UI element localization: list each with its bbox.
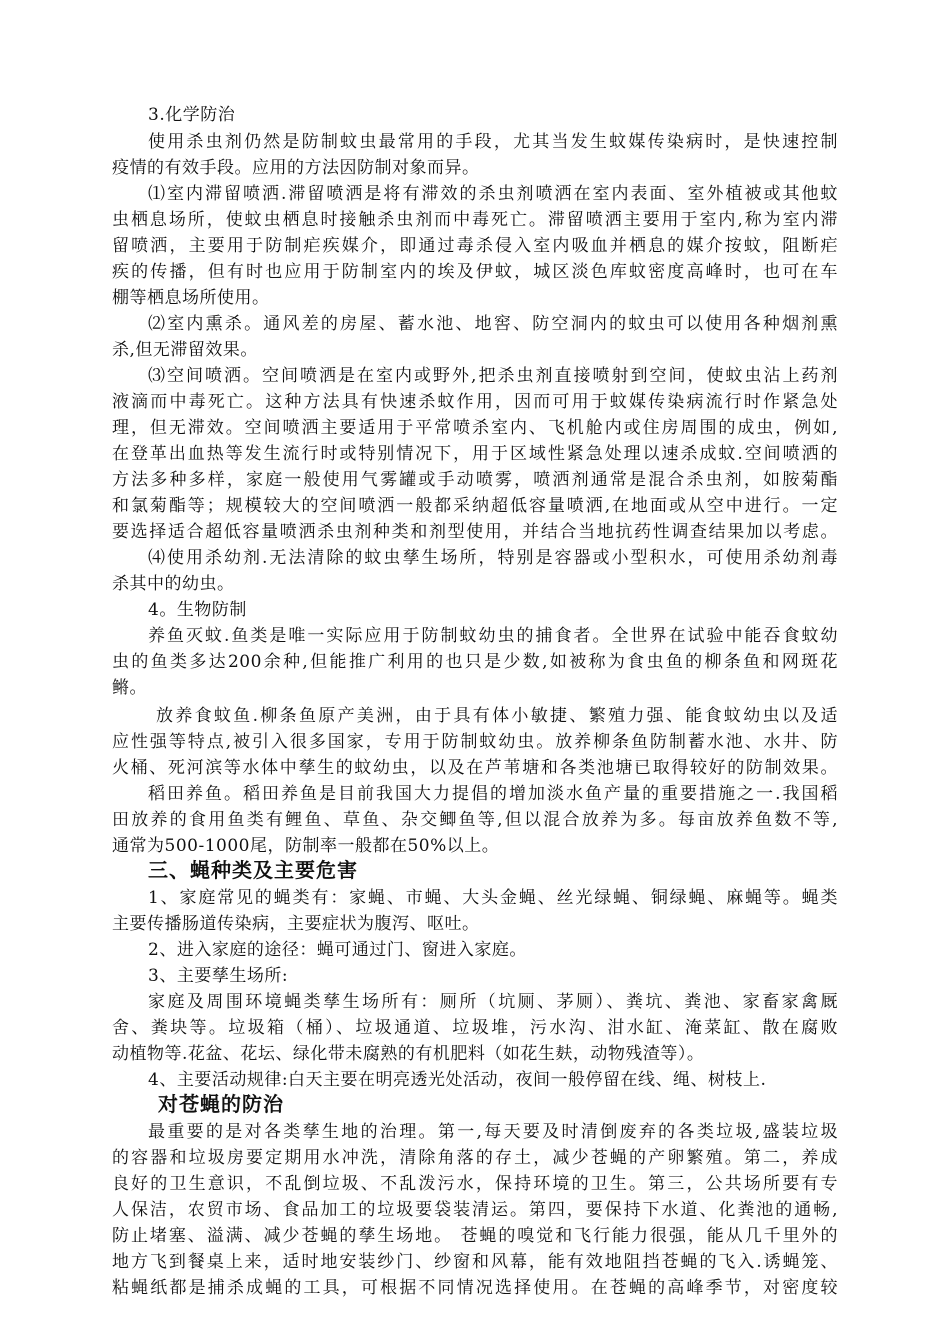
paragraph-line: 在登革出血热等发生流行时或特别情况下，用于区域性紧急处理以速杀成蚊.空间喷洒的 [112, 444, 838, 464]
paragraph-line: 理，但无滞效。空间喷洒主要适用于平常喷杀室内、飞机舱内或住房周围的成虫，例如, [112, 418, 838, 438]
paragraph-line: 良好的卫生意识，不乱倒垃圾、不乱泼污水，保持环境的卫生。第三，公共场所要有专 [112, 1174, 838, 1194]
paragraph-line: 放养食蚊鱼.柳条鱼原产美洲，由于具有体小敏捷、繁殖力强、能食蚊幼虫以及适 [156, 706, 838, 726]
paragraph-line: 疫情的有效手段。应用的方法因防制对象而异。 [112, 158, 480, 178]
paragraph-line: 主要传播肠道传染病，主要症状为腹泻、呕吐。 [112, 914, 480, 934]
section-heading-biological-control: 4。生物防制 [148, 600, 247, 620]
paragraph-line: 2、进入家庭的途径：蝇可通过门、窗进入家庭。 [148, 940, 527, 960]
paragraph-line: 最重要的是对各类孳生地的治理。第一,每天要及时清倒废弃的各类垃圾,盛装垃圾 [148, 1122, 838, 1142]
paragraph-line: 留喷洒，主要用于防制疟疾媒介，即通过毒杀侵入室内吸血并栖息的媒介按蚊，阻断疟 [112, 236, 838, 256]
paragraph-line: 1、家庭常见的蝇类有：家蝇、市蝇、大头金蝇、丝光绿蝇、铜绿蝇、麻蝇等。蝇类 [148, 888, 838, 908]
section-heading-chemical-control: 3.化学防治 [148, 105, 236, 125]
paragraph-line: 要选择适合超低容量喷洒杀虫剂种类和剂型使用，并结合当地抗药性调查结果加以考虑。 [112, 522, 838, 542]
paragraph-line: 防止堵塞、溢满、减少苍蝇的孳生场地。 苍蝇的嗅觉和飞行能力很强，能从几千里外的 [112, 1226, 838, 1246]
paragraph-line: 使用杀虫剂仍然是防制蚊虫最常用的手段，尤其当发生蚊媒传染病时，是快速控制 [148, 132, 838, 152]
paragraph-line: 的容器和垃圾房要定期用水冲洗，清除角落的存土，减少苍蝇的产卵繁殖。第二，养成 [112, 1148, 838, 1168]
paragraph-line: 4、主要活动规律:白天主要在明亮透光处活动，夜间一般停留在线、绳、树枝上. [148, 1070, 767, 1090]
paragraph-line: 稻田养鱼。稻田养鱼是目前我国大力提倡的增加淡水鱼产量的重要措施之一.我国稻 [148, 784, 838, 804]
paragraph-line: 疾的传播，但有时也应用于防制室内的埃及伊蚊，城区淡色库蚊密度高峰时，也可在车 [112, 262, 838, 282]
paragraph-line: 动植物等.花盆、花坛、绿化带未腐熟的有机肥料（如花生麸，动物残渣等）。 [112, 1044, 705, 1064]
paragraph-line: 3、主要孳生场所: [148, 966, 289, 986]
paragraph-line: 杀其中的幼虫。 [112, 574, 235, 594]
paragraph-line: 应性强等特点,被引入很多国家，专用于防制蚊幼虫。放养柳条鱼防制蓄水池、水井、防 [112, 732, 838, 752]
paragraph-line: 粘蝇纸都是捕杀成蝇的工具，可根据不同情况选择使用。在苍蝇的高峰季节，对密度较 [112, 1278, 838, 1298]
paragraph-line: 养鱼灭蚊.鱼类是唯一实际应用于防制蚊幼虫的捕食者。全世界在试验中能吞食蚊幼 [148, 626, 838, 646]
paragraph-line: ⑷使用杀幼剂.无法清除的蚊虫孳生场所，特别是容器或小型积水，可使用杀幼剂毒 [148, 548, 838, 568]
paragraph-line: 方法多种多样，家庭一般使用气雾罐或手动喷雾，喷洒剂通常是混合杀虫剂，如胺菊酯 [112, 470, 838, 490]
heading-fly-species: 三、蝇种类及主要危害 [148, 858, 358, 882]
paragraph-line: 和氯菊酯等；规模较大的空间喷洒一般都采纳超低容量喷洒,在地面或从空中进行。一定 [112, 496, 838, 516]
paragraph-line: 通常为500-1000尾，防制率一般都在50%以上。 [112, 836, 500, 856]
heading-fly-control: 对苍蝇的防治 [158, 1092, 284, 1116]
paragraph-line: 家庭及周围环境蝇类孳生场所有：厕所（坑厕、茅厕）、粪坑、粪池、家畜家禽厩 [148, 992, 838, 1012]
paragraph-line: 人保洁，农贸市场、食品加工的垃圾要袋装清运。第四，要保持下水道、化粪池的通畅, [112, 1200, 838, 1220]
paragraph-line: 棚等栖息场所使用。 [112, 288, 270, 308]
paragraph-line: ⑶空间喷洒。空间喷洒是在室内或野外,把杀虫剂直接喷射到空间，使蚊虫沾上药剂 [148, 366, 838, 386]
paragraph-line: 火桶、死河滨等水体中孳生的蚊幼虫，以及在芦苇塘和各类池塘已取得较好的防制效果。 [112, 758, 838, 778]
paragraph-line: ⑴室内滞留喷洒.滞留喷洒是将有滞效的杀虫剂喷洒在室内表面、室外植被或其他蚊 [148, 184, 838, 204]
paragraph-line: 虫栖息场所，使蚊虫栖息时接触杀虫剂而中毒死亡。滞留喷洒主要用于室内,称为室内滞 [112, 210, 838, 230]
paragraph-line: 液滴而中毒死亡。这种方法具有快速杀蚊作用，因而可用于蚊媒传染病流行时作紧急处 [112, 392, 838, 412]
paragraph-line: 鳉。 [112, 678, 147, 698]
paragraph-line: ⑵室内熏杀。通风差的房屋、蓄水池、地窖、防空洞内的蚊虫可以使用各种烟剂熏 [148, 314, 838, 334]
paragraph-line: 地方飞到餐桌上来，适时地安装纱门、纱窗和风幕，能有效地阻挡苍蝇的飞入.诱蝇笼、 [112, 1252, 838, 1272]
paragraph-line: 舍、粪块等。垃圾箱（桶）、垃圾通道、垃圾堆，污水沟、泔水缸、淹菜缸、散在腐败 [112, 1018, 838, 1038]
paragraph-line: 虫的鱼类多达200余种,但能推广利用的也只是少数,如被称为食虫鱼的柳条鱼和网斑花 [112, 652, 838, 672]
paragraph-line: 杀,但无滞留效果。 [112, 340, 258, 360]
paragraph-line: 田放养的食用鱼类有鲤鱼、草鱼、杂交鲫鱼等,但以混合放养为多。每亩放养鱼数不等, [112, 810, 838, 830]
